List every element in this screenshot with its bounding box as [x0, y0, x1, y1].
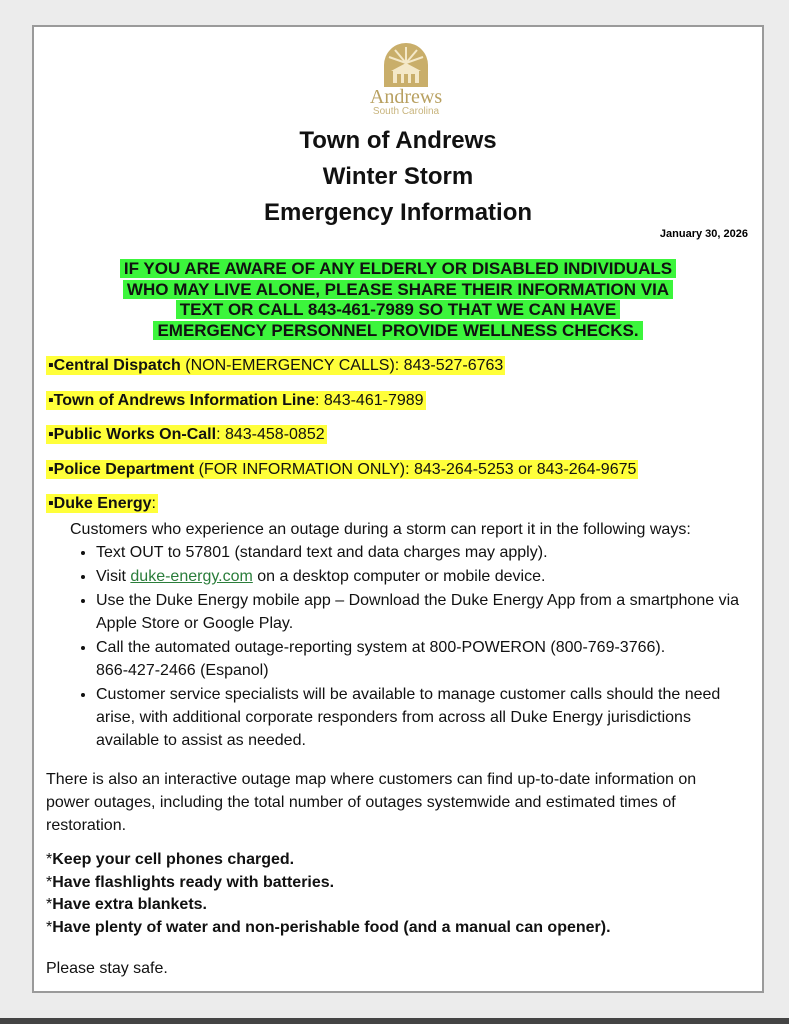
- outage-map-paragraph: There is also an interactive outage map where customers can find up-to-date information on power outages, including the total number of outages systemwide and estimated times of restoration.: [46, 771, 697, 834]
- wellness-alert: [34, 259, 762, 341]
- tip: *Have plenty of water and non-perishable food (and a manual can opener).: [46, 918, 611, 936]
- page-title: [34, 123, 762, 231]
- tip: *Have flashlights ready with batteries.: [46, 873, 335, 891]
- duke-energy-link[interactable]: duke-energy.com: [130, 568, 253, 585]
- contact-name: Town of Andrews Information Line: [53, 391, 315, 409]
- list-item: • Customer service specialists will be available to manage customer calls should the need arise, with additional corporate responders from across all Duke Energy jurisdictions available to assist as needed.: [96, 683, 750, 752]
- bottom-divider: [0, 1018, 789, 1024]
- alert-line: TEXT OR CALL 843-461-7989 SO THAT WE CAN HAVE: [179, 300, 617, 319]
- duke-report-list: [70, 541, 750, 752]
- contact-phone: : 843-461-7989: [315, 391, 424, 409]
- logo-subtitle: South Carolina: [372, 106, 440, 117]
- contact-name: Public Works On-Call: [53, 426, 217, 444]
- alert-line: IF YOU ARE AWARE OF ANY ELDERLY OR DISABLED INDIVIDUALS: [123, 259, 673, 278]
- title-line: Town of Andrews: [299, 127, 497, 154]
- title-line: Emergency Information: [263, 199, 533, 226]
- closing-text: Please stay safe.: [46, 960, 168, 977]
- list-item: • Visit duke-energy.com on a desktop computer or mobile device.: [96, 565, 750, 588]
- contact-phone: : 843-527-6763: [394, 357, 504, 374]
- alert-line: EMERGENCY PERSONNEL PROVIDE WELLNESS CHECKS.: [157, 320, 639, 340]
- contact-central-dispatch: ▪Central Dispatch (NON-EMERGENCY CALLS): 843-527-6763: [48, 357, 504, 374]
- list-item: • Text OUT to 57801 (standard text and data charges may apply).: [96, 541, 750, 564]
- date: January 30, 2026: [659, 228, 748, 240]
- town-hall-logo-icon: [381, 43, 431, 87]
- duke-intro: Customers who experience an outage during a storm can report it in the following ways:: [70, 521, 691, 538]
- contact-name: Duke Energy: [53, 495, 152, 513]
- contact-information-line: ▪Town of Andrews Information Line: 843-461-7989: [48, 391, 424, 409]
- alert-line: WHO MAY LIVE ALONE, PLEASE SHARE THEIR INFORMATION VIA: [126, 279, 670, 299]
- list-item: • Use the Duke Energy mobile app – Download the Duke Energy App from a smartphone via Apple Store or Google Play.: [96, 589, 750, 635]
- logo-name: Andrews: [369, 86, 443, 108]
- andrews-logo: [356, 43, 456, 117]
- contact-list: [46, 357, 638, 530]
- contact-police: ▪Police Department (FOR INFORMATION ONLY): 843-264-5253 or 843-264-9675: [48, 460, 637, 478]
- tip: *Have extra blankets.: [46, 896, 207, 913]
- contact-name: Police Department: [53, 460, 195, 478]
- safety-tips: [46, 849, 611, 939]
- title-line: Winter Storm: [322, 163, 474, 190]
- flyer-page: [32, 25, 764, 993]
- contact-duke-energy: ▪Duke Energy:: [48, 495, 156, 513]
- contact-name: Central Dispatch: [53, 357, 181, 374]
- duke-energy-section: [70, 518, 750, 753]
- tip: *Keep your cell phones charged.: [46, 851, 295, 868]
- contact-phone: : 843-458-0852: [216, 426, 325, 444]
- list-item: • Call the automated outage-reporting system at 800-POWERON (800-769-3766). 866-427-2466 (Espanol): [96, 636, 750, 682]
- contact-phone: : 843-264-5253 or 843-264-9675: [405, 460, 637, 478]
- contact-public-works: ▪Public Works On-Call: 843-458-0852: [48, 426, 325, 444]
